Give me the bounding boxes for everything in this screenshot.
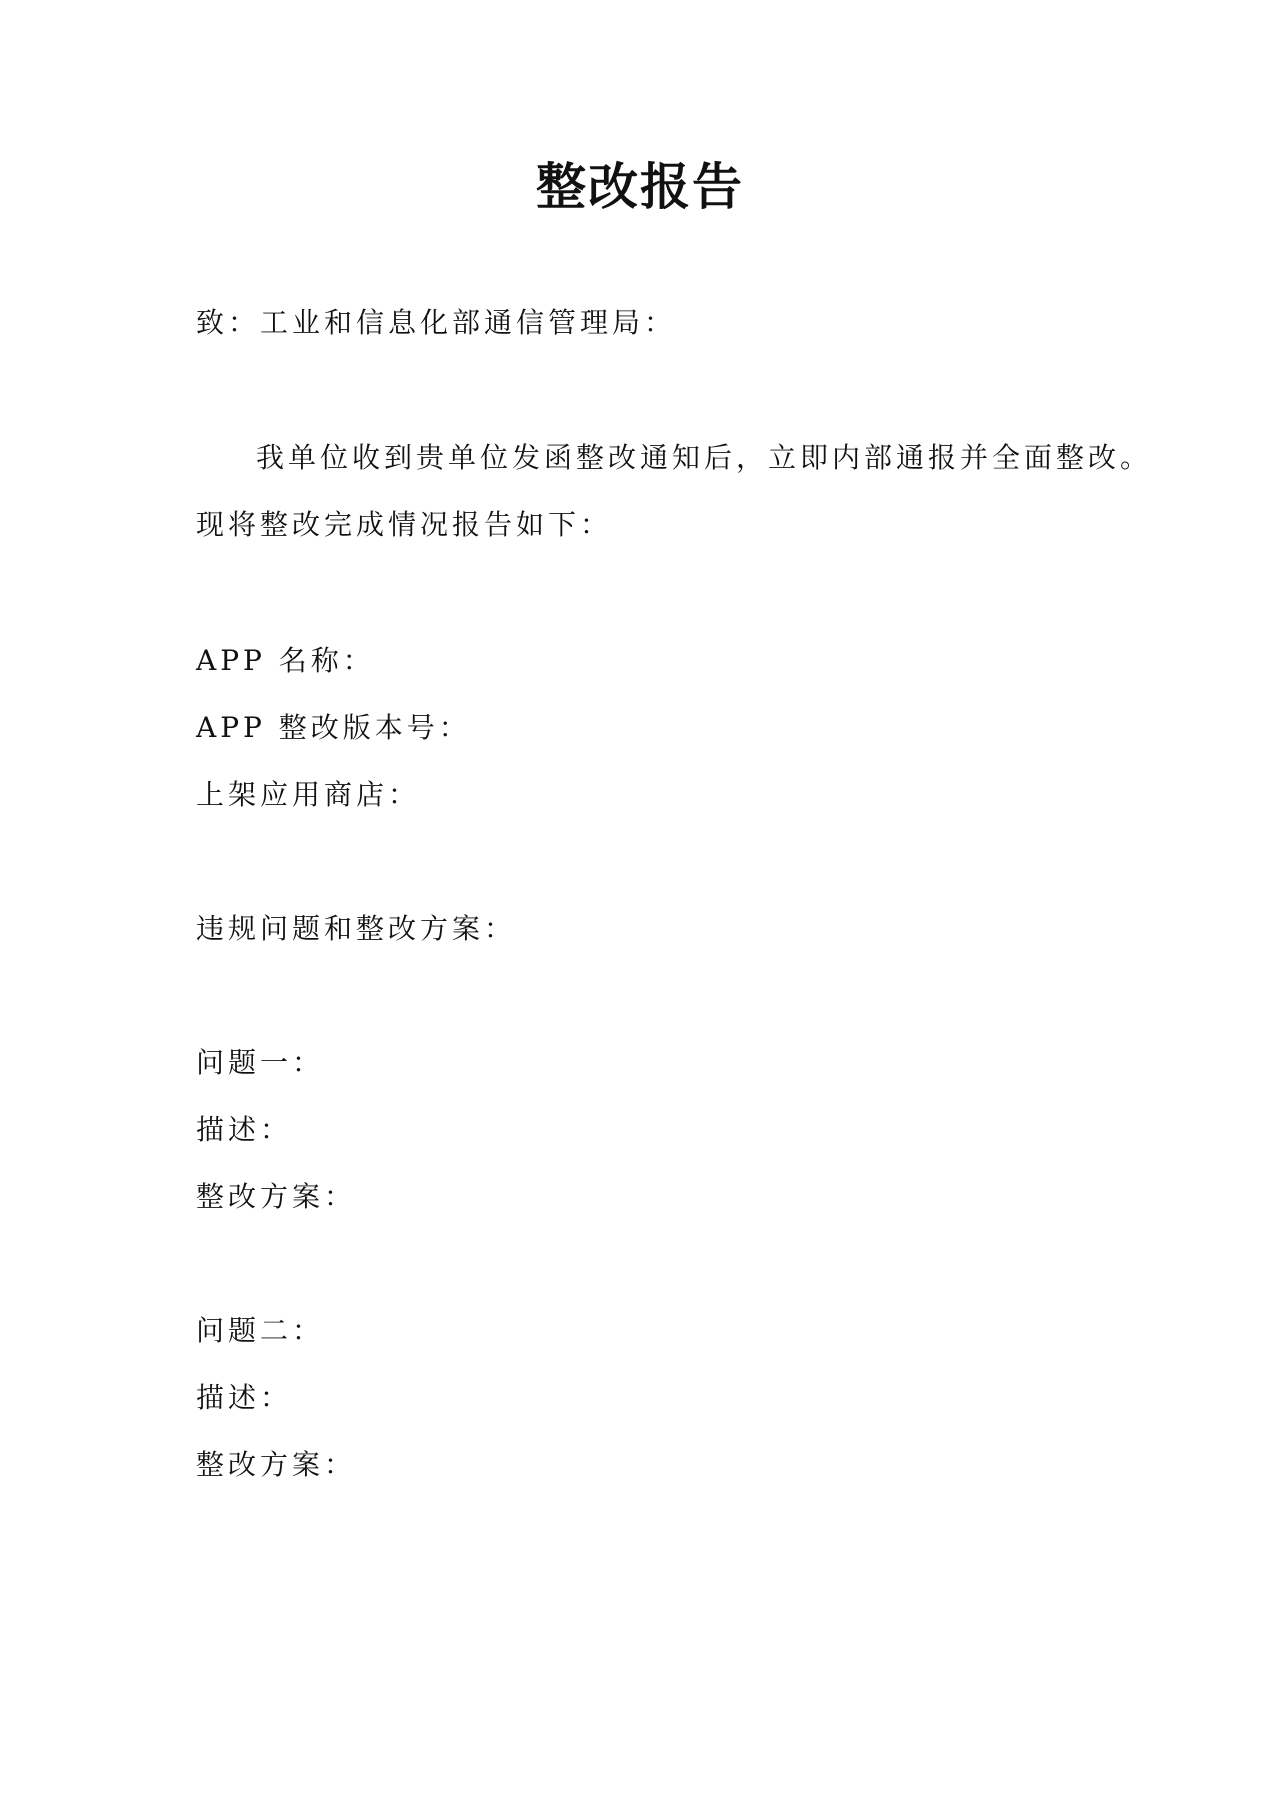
issue-2-heading: 问题二：: [196, 1314, 325, 1347]
app-version-label: APP 整改版本号：: [196, 711, 471, 744]
intro-paragraph-line-1: 我单位收到贵单位发函整改通知后，立即内部通报并全面整改。: [256, 441, 1153, 474]
intro-paragraph-line-2: 现将整改完成情况报告如下：: [196, 508, 613, 541]
app-store-label: 上架应用商店：: [196, 778, 421, 811]
violations-heading: 违规问题和整改方案：: [196, 912, 517, 945]
issue-2-plan-label: 整改方案：: [196, 1448, 357, 1481]
issue-1-plan-label: 整改方案：: [196, 1180, 357, 1213]
document-title: 整改报告: [536, 158, 744, 216]
issue-1-description-label: 描述：: [196, 1113, 293, 1146]
addressee-line: 致：工业和信息化部通信管理局：: [196, 306, 677, 339]
issue-2-description-label: 描述：: [196, 1381, 293, 1414]
issue-1-heading: 问题一：: [196, 1046, 325, 1079]
app-name-label: APP 名称：: [196, 644, 375, 677]
